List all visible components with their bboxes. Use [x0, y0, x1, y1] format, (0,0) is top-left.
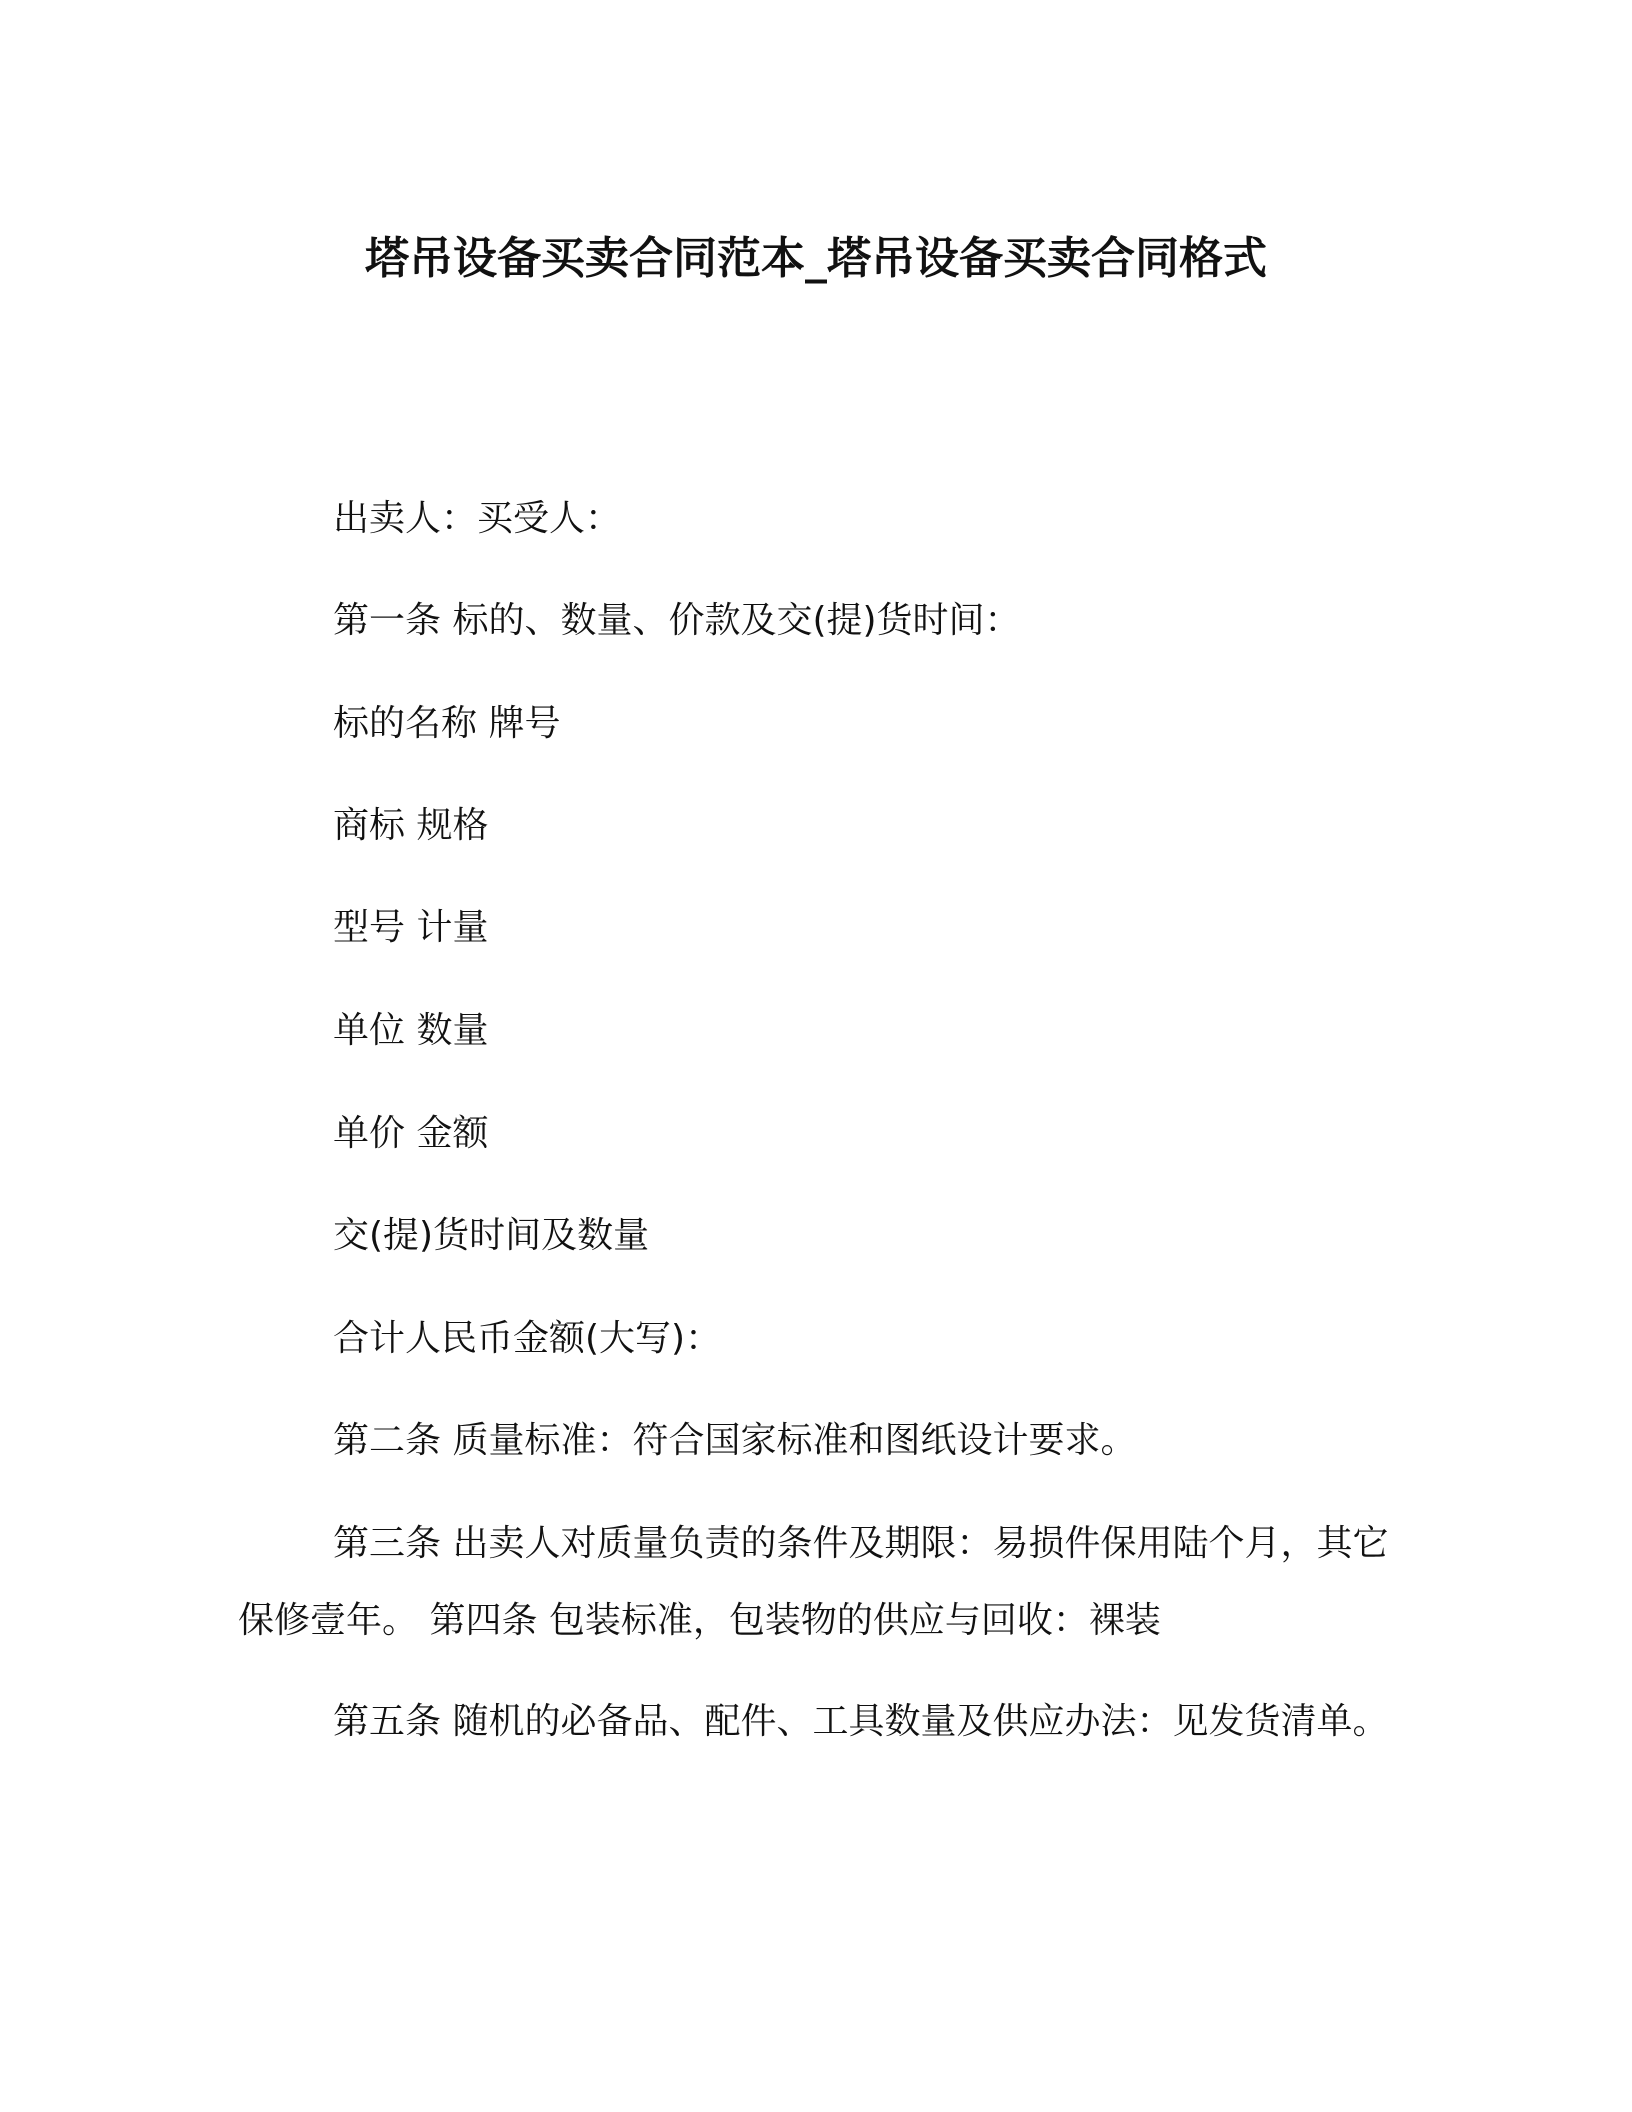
article-1-heading: 第一条 标的、数量、价款及交(提)货时间：: [333, 600, 1021, 641]
delivery-line: 交(提)货时间及数量: [333, 1215, 650, 1256]
article-2-line: 第二条 质量标准：符合国家标准和图纸设计要求。: [333, 1420, 1137, 1461]
total-line: 合计人民币金额(大写)：: [333, 1318, 722, 1359]
price-line: 单价 金额: [333, 1113, 489, 1154]
model-line: 型号 计量: [333, 907, 489, 948]
trademark-line: 商标 规格: [333, 805, 489, 846]
article-5-line: 第五条 随机的必备品、配件、工具数量及供应办法：见发货清单。: [333, 1701, 1389, 1742]
parties-line: 出卖人：买受人：: [333, 498, 622, 539]
unit-line: 单位 数量: [333, 1010, 489, 1051]
article-3-4-paragraph: 第三条 出卖人对质量负责的条件及期限：易损件保用陆个月，其它保修壹年。 第四条 包装标准，包装物的供应与回收：裸装: [238, 1523, 1389, 1641]
item-name-line: 标的名称 牌号: [333, 703, 561, 744]
document-title: 塔吊设备买卖合同范本_塔吊设备买卖合同格式: [365, 233, 1267, 284]
